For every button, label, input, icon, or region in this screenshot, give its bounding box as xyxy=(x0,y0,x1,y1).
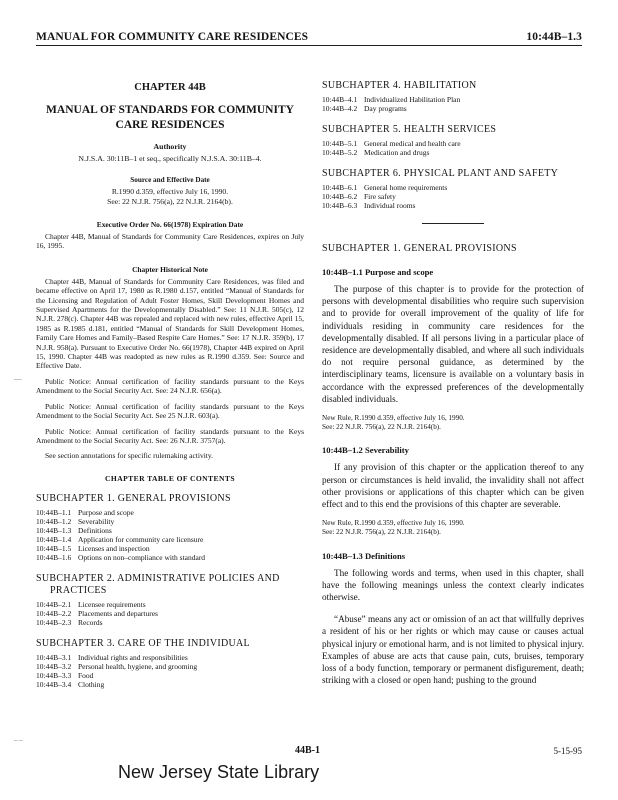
toc-subchapter-4 xyxy=(322,80,584,113)
toc-entry-label: Definitions xyxy=(78,525,112,535)
toc-entry-number: 10:44B–3.3 xyxy=(36,670,72,680)
toc-entry[interactable] xyxy=(36,517,304,526)
toc-entry-number: 10:44B–6.2 xyxy=(322,192,358,201)
toc-subchapter-6 xyxy=(322,168,584,210)
toc-entry-label: Personal health, hygiene, and grooming xyxy=(78,661,198,671)
toc-entry[interactable] xyxy=(36,618,304,627)
source-heading: Source and Effective Date xyxy=(130,176,210,184)
toc-subchapter-title-line: PRACTICES xyxy=(50,584,107,596)
toc-entry[interactable] xyxy=(36,609,304,618)
toc-entry-label: Application for community care licensure xyxy=(78,534,204,544)
toc-subchapter-1 xyxy=(36,493,304,562)
authority-text: N.J.S.A. 30:11B–1 et seq., specifically N.J.S.A. 30:11B–4. xyxy=(78,154,262,163)
toc-entry-label: Individual rooms xyxy=(364,201,416,210)
page-number: 44B-1 xyxy=(295,745,320,756)
historical-note-heading: Chapter Historical Note xyxy=(132,264,208,274)
section-source-note xyxy=(322,519,584,537)
chapter-title xyxy=(36,103,304,133)
source-line: See: 22 N.J.R. 756(a), 22 N.J.R. 2164(b). xyxy=(107,197,233,206)
toc-entry-number: 10:44B–1.4 xyxy=(36,534,72,544)
toc-entry[interactable] xyxy=(36,662,304,671)
toc-list xyxy=(322,95,584,113)
toc-entry-number: 10:44B–4.2 xyxy=(322,104,358,113)
subchapter-heading: SUBCHAPTER 1. GENERAL PROVISIONS xyxy=(322,243,517,254)
toc-subchapter-2 xyxy=(36,573,304,627)
section-body: The purpose of this chapter is to provide for the protection of persons with developmental disabilities who require such supervision and to provide for overall improvement of the quality of life for individuals residing in community care residences for the developmentally disabled. If all persons living in a particular place of residence are developmentally disabled, and where all such individuals do not require personal guidance, as determined by the interdisciplinary teams, licensure is available on a voluntary basis in accordance with the expressed preferences of the developmentally disabled individuals. xyxy=(322,284,584,404)
toc-entry[interactable] xyxy=(36,671,304,680)
toc-entry-number: 10:44B–2.1 xyxy=(36,599,72,609)
toc-entry[interactable] xyxy=(36,680,304,689)
toc-entry[interactable] xyxy=(36,526,304,535)
section-heading: 10:44B–1.2 Severability xyxy=(322,445,409,456)
section-heading: 10:44B–1.3 Definitions xyxy=(322,550,406,561)
toc-subchapter-title: SUBCHAPTER 6. PHYSICAL PLANT AND SAFETY xyxy=(322,168,559,179)
section-body: If any provision of this chapter or the application thereof to any person or circumstances is held invalid, the invalidity shall not affect other provisions or applications of this chapter which can be given effect and to this end the provisions of this chapter are severable. xyxy=(322,462,584,510)
toc-entry-label: Purpose and scope xyxy=(78,507,134,517)
toc-entry[interactable] xyxy=(36,508,304,517)
toc-subchapter-3 xyxy=(36,638,304,689)
toc-subchapter-title: SUBCHAPTER 1. GENERAL PROVISIONS xyxy=(36,492,231,504)
section-body: The following words and terms, when used in this chapter, shall have the following meanings unless the context clearly indicates otherwise. xyxy=(322,567,584,603)
toc-entry-number: 10:44B–1.3 xyxy=(36,525,72,535)
annotation-note: See section annotations for specific rulemaking activity. xyxy=(45,451,214,461)
toc-entry-number: 10:44B–1.6 xyxy=(36,552,72,562)
toc-entry-label: Individualized Habilitation Plan xyxy=(364,95,461,104)
toc-entry-number: 10:44B–2.3 xyxy=(36,617,72,627)
running-header-title: MANUAL FOR COMMUNITY CARE RESIDENCES xyxy=(36,31,309,43)
chapter-title-line: MANUAL OF STANDARDS FOR COMMUNITY xyxy=(46,104,294,116)
toc-list xyxy=(36,653,304,689)
margin-mark: ––· xyxy=(14,377,23,383)
source-line: See: 22 N.J.R. 756(a), 22 N.J.R. 2164(b). xyxy=(322,528,441,537)
margin-mark: –·– xyxy=(14,738,23,744)
toc-entry-label: General home requirements xyxy=(364,183,448,192)
toc-entry-label: Fire safety xyxy=(364,192,396,201)
toc-entry[interactable] xyxy=(322,104,584,113)
toc-entry[interactable] xyxy=(36,535,304,544)
toc-entry-label: Severability xyxy=(78,516,115,526)
public-notice-paragraph: Public Notice: Annual certification of facility standards pursuant to the Keys Amendment to the Social Security Act. See: 24 N.J.R. 656(a). xyxy=(36,376,304,396)
toc-entry[interactable] xyxy=(322,183,584,192)
running-header-section: 10:44B–1.3 xyxy=(526,31,582,43)
toc-entry-number: 10:44B–2.2 xyxy=(36,608,72,618)
toc-entry-number: 10:44B–1.2 xyxy=(36,516,72,526)
source-line: New Rule, R.1990 d.359, effective July 16, 1990. xyxy=(322,414,465,423)
toc-entry-label: Options on non–compliance with standard xyxy=(78,552,206,562)
toc-entry-label: Medication and drugs xyxy=(364,148,430,157)
public-notice-paragraph: Public Notice: Annual certification of facility standards pursuant to the Keys Amendment to the Social Security Act. See: 26 N.J.R. 3757(a). xyxy=(36,426,304,445)
historical-note-paragraph: Chapter 44B, Manual of Standards for Community Care Residences, was filed and became effective on April 17, 1980 as R.1980 d.157, entitled “Manual of Standards for the Licensing and Regulation of Adult Foster Homes, Skill Development Homes and Supervised Apartments for the Developmentally Disabled.” See: 11 N.J.R. 505(c), 12 N.J.R. 278(c). Chapter 44B was repealed and replaced with new rules, effective April 15, 1985 as R.1985 d.181, entitled “Manual of Standards for Skill Development Homes, Family Care Homes and Family–Based Respite Care Homes.” See: 17 N.J.R. 359(b), 17 N.J.R. 958(a). Pursuant to Executive Order No. 66(1978), Chapter 44B expired on April 15, 1990. Chapter 44B was readopted as new rules as R.1990 d.359. See: Source and Effective Date. xyxy=(36,276,304,371)
library-stamp: New Jersey State Library xyxy=(118,762,320,782)
toc-entry[interactable] xyxy=(322,201,584,210)
toc-entry-label: Food xyxy=(78,670,94,680)
toc-entry-number: 10:44B–4.1 xyxy=(322,95,358,104)
toc-entry-number: 10:44B–1.1 xyxy=(36,507,72,517)
table-of-contents-heading: CHAPTER TABLE OF CONTENTS xyxy=(105,473,235,483)
executive-order-text: Chapter 44B, Manual of Standards for Community Care Residences, expires on July 16, 1995. xyxy=(36,232,304,251)
toc-entry-label: General medical and health care xyxy=(364,139,461,148)
chapter-number: CHAPTER 44B xyxy=(134,82,206,93)
toc-entry-label: Licenses and inspection xyxy=(78,543,150,553)
source-text xyxy=(36,187,304,207)
toc-entry-label: Records xyxy=(78,617,103,627)
toc-entry-label: Individual rights and responsibilities xyxy=(78,652,188,662)
toc-entry-number: 10:44B–3.1 xyxy=(36,652,72,662)
section-heading: 10:44B–1.1 Purpose and scope xyxy=(322,267,434,277)
source-line: See: 22 N.J.R. 756(a), 22 N.J.R. 2164(b). xyxy=(322,423,441,432)
toc-entry[interactable] xyxy=(322,139,584,148)
toc-entry[interactable] xyxy=(322,192,584,201)
toc-entry-label: Licensee requirements xyxy=(78,599,146,609)
left-column xyxy=(36,62,304,689)
source-line: New Rule, R.1990 d.359, effective July 16, 1990. xyxy=(322,519,465,528)
toc-entry-number: 10:44B–5.2 xyxy=(322,148,358,157)
toc-entry-number: 10:44B–3.4 xyxy=(36,679,72,689)
authority-heading: Authority xyxy=(153,142,187,151)
header-rule xyxy=(36,45,582,46)
toc-subchapter-5 xyxy=(322,124,584,157)
toc-subchapter-title-line: SUBCHAPTER 2. ADMINISTRATIVE POLICIES AND xyxy=(36,572,280,584)
toc-subchapter-title: SUBCHAPTER 5. HEALTH SERVICES xyxy=(322,124,497,135)
toc-entry-number: 10:44B–5.1 xyxy=(322,139,358,148)
toc-entry-number: 10:44B–6.1 xyxy=(322,183,358,192)
right-column xyxy=(322,62,584,686)
toc-subchapter-title xyxy=(36,573,304,597)
chapter-title-line: CARE RESIDENCES xyxy=(115,119,225,131)
section-source-note xyxy=(322,414,584,432)
toc-list xyxy=(322,183,584,210)
toc-list xyxy=(322,139,584,157)
toc-entry[interactable] xyxy=(36,600,304,609)
toc-entry[interactable] xyxy=(322,148,584,157)
definition-paragraph: “Abuse” means any act or omission of an act that willfully deprives a resident of his or her rights or which may cause or causes actual physical injury or emotional harm, and is not limited to physical injury. Examples of abuse are acts that cause pain, cuts, bruises, temporary loss of a body function, temporary or permanent disfigurement, death; striking with a closed or open hand; pushing to the ground xyxy=(322,614,584,686)
executive-order-heading: Executive Order No. 66(1978) Expiration Date xyxy=(96,220,244,229)
toc-entry-label: Clothing xyxy=(78,679,105,689)
toc-entry[interactable] xyxy=(36,544,304,553)
toc-entry-number: 10:44B–3.2 xyxy=(36,661,72,671)
toc-subchapter-title: SUBCHAPTER 3. CARE OF THE INDIVIDUAL xyxy=(36,637,250,649)
toc-list xyxy=(36,600,304,627)
toc-entry-label: Placements and departures xyxy=(78,608,158,618)
section-divider xyxy=(422,223,484,224)
public-notice-paragraph: Public Notice: Annual certification of facility standards pursuant to the Keys Amendment to the Social Security Act. See 25 N.J.R. 603(a). xyxy=(36,401,304,421)
toc-entry-label: Day programs xyxy=(364,104,407,113)
toc-entry-number: 10:44B–6.3 xyxy=(322,201,358,210)
source-line: R.1990 d.359, effective July 16, 1990. xyxy=(111,187,229,196)
page-date: 5-15-95 xyxy=(553,746,582,756)
toc-entry[interactable] xyxy=(36,553,304,562)
toc-entry[interactable] xyxy=(322,95,584,104)
toc-entry-number: 10:44B–1.5 xyxy=(36,543,72,553)
toc-list xyxy=(36,508,304,562)
toc-entry[interactable] xyxy=(36,653,304,662)
toc-subchapter-title: SUBCHAPTER 4. HABILITATION xyxy=(322,80,477,91)
